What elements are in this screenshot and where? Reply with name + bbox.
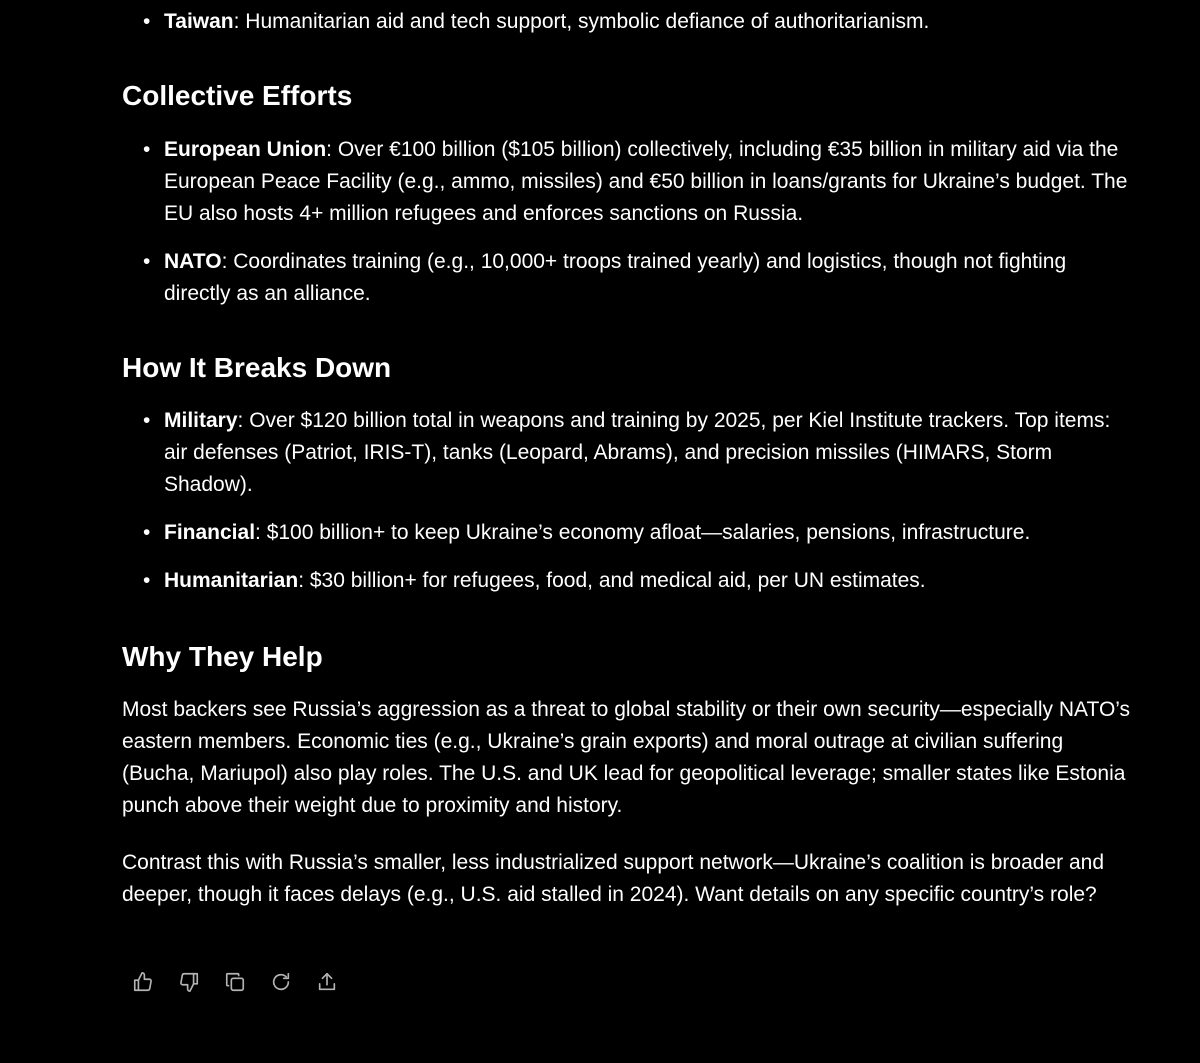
copy-icon (224, 971, 246, 993)
list-item-term: NATO (164, 250, 222, 273)
section-heading-collective: Collective Efforts (122, 80, 353, 111)
list-item (122, 565, 1132, 597)
bullet: • (143, 521, 151, 544)
list-item (122, 6, 1132, 38)
list-item-text: : $30 billion+ for refugees, food, and medical aid, per UN estimates. (298, 569, 926, 592)
list-item-text: : Humanitarian aid and tech support, symbolic defiance of authoritarianism. (233, 10, 930, 33)
list-item-term: Financial (164, 521, 256, 544)
response-actions-toolbar (131, 970, 338, 993)
share-button[interactable] (315, 970, 338, 993)
top-list (122, 6, 1132, 54)
list-item-text: : $100 billion+ to keep Ukraine’s economy afloat—salaries, pensions, infrastructure. (255, 521, 1031, 544)
bullet: • (143, 409, 151, 432)
list-item-term: European Union (164, 138, 327, 161)
list-item-text: : Over $120 billion total in weapons and training by 2025, per Kiel Institute trackers. Top items: air defenses (Patriot, IRIS-T), tanks (Leopard, Abrams), and precision missiles (HIMARS, Storm Shadow). (164, 409, 1111, 496)
collective-list (122, 134, 1132, 326)
list-item-text: : Over €100 billion ($105 billion) collectively, including €35 billion in military aid via the European Peace Facility (e.g., ammo, missiles) and €50 billion in loans/grants for Ukraine’s budget. The EU also hosts 4+ million refugees and enforces sanctions on Russia. (164, 138, 1128, 225)
list-item (122, 246, 1132, 310)
list-item (122, 405, 1132, 501)
list-item-term: Taiwan (164, 10, 234, 33)
regenerate-icon (270, 971, 292, 993)
paragraph: Contrast this with Russia’s smaller, less industrialized support network—Ukraine’s coalition is broader and deeper, though it faces delays (e.g., U.S. aid stalled in 2024). Want details on any specific country’s role? (122, 851, 1104, 906)
list-item-term: Military (164, 409, 238, 432)
breakdown-list (122, 405, 1132, 613)
thumbs-down-button[interactable] (177, 970, 200, 993)
thumbs-up-icon (132, 971, 154, 993)
copy-button[interactable] (223, 970, 246, 993)
bullet: • (143, 250, 151, 273)
bullet: • (143, 138, 151, 161)
regenerate-button[interactable] (269, 970, 292, 993)
paragraph: Most backers see Russia’s aggression as a threat to global stability or their own security—especially NATO’s eastern members. Economic ties (e.g., Ukraine’s grain exports) and moral outrage at civilian suffering (Bucha, Mariupol) also play roles. The U.S. and UK lead for geopolitical leverage; smaller states like Estonia punch above their weight due to proximity and history. (122, 698, 1131, 817)
list-item-term: Humanitarian (164, 569, 299, 592)
list-item (122, 134, 1132, 230)
bullet: • (143, 10, 151, 33)
list-item-text: : Coordinates training (e.g., 10,000+ troops trained yearly) and logistics, though not fighting directly as an alliance. (164, 250, 1067, 305)
share-icon (316, 971, 338, 993)
thumbs-up-button[interactable] (131, 970, 154, 993)
section-heading-breakdown: How It Breaks Down (122, 352, 392, 383)
thumbs-down-icon (178, 971, 200, 993)
section-heading-why: Why They Help (122, 641, 323, 672)
list-item (122, 517, 1132, 549)
bullet: • (143, 569, 151, 592)
